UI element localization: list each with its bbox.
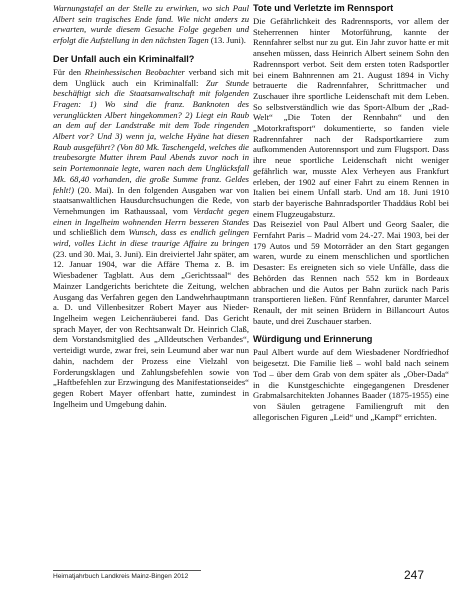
intro-paragraph xyxy=(53,3,249,46)
section-heading-crime: Der Unfall auch ein Kriminalfall? xyxy=(53,53,195,64)
text-run: und schließlich dem xyxy=(53,227,129,238)
quoted-text-run: Verdacht gegen einen in Ingelheim wohnenden Herrn besseren Standes xyxy=(53,205,249,227)
footer-publication: Heimatjahrbuch Landkreis Mainz-Bingen 2012 xyxy=(53,573,189,580)
footer-rule xyxy=(53,570,201,571)
text-run: Für den xyxy=(53,66,85,77)
intro-date: (13. Juni). xyxy=(208,35,246,46)
text-run: verband sich mit dem Unglück auch ein Kriminalfall: xyxy=(53,66,249,88)
deaths-paragraph-1: Die Gefährlichkeit des Radrennsports, vor allem der Steherrennen hinter Motorführung, kannte der Rennfahrer selbst nur zu gut. Ein Jahr zuvor hatte er mit ansehen müssen, dass Heinrich Albert seinem Sohn den Radrennsport verbot. Seit dem ersten toten Radsportler bei einem Bahnrennen am 21. August 1894 in Vichy betrauerte die Radrennfahrer, Schrittmacher und Zuschauer ihre sportliche Leidenschaft mit dem Leben. So selbstverständlich wie das Sport-Album der „Rad-Welt“ „Die Toten der Rennbahn“ und den „Motorkraftsport“ dokumentierte, so fanden viele Radrennfahrer nach der Radsportkarriere zum aufkommenden Autorennsport und zum Flugsport. Dass ihre neue sportliche Leidenschaft nicht weniger gefährlich war, musste Alex Verheyen aus Frankfurt erleben, der 1902 auf einer Fahrt zu einem Rennen in Italien bei einem Unfall starb. Und am 18. Juni 1910 starb der bayerische Bahnradsportler Thaddäus Robl bei einem Flugzeugabsturz. xyxy=(253,16,449,219)
intro-quote: Warnungstafel an der Stelle zu erwirken, wo sich Paul Albert sein tragisches Ende fand. Wie nicht anders zu erwarten, wurde diesem Gesuche Folge gegeben und erfolgt die Aufstellung in den nächsten Tagen xyxy=(53,3,249,46)
section-heading-deaths: Tote und Verletzte im Rennsport xyxy=(253,3,394,13)
crime-paragraph xyxy=(53,67,249,410)
left-column xyxy=(53,3,249,409)
quoted-text-run: Zur Stunde beschäftigt sich die Staatsanwaltschaft mit folgenden Fragen: 1) Wo sind die franz. Banknoten des verunglückten Albert hingekommen? 2) Liegt ein Raub an dem auf der Landstraße mit dem Tode ringenden Albert vor? Und 3) wenn ja, welche Hyäne hat diesen Raub ausgeführt? (Von 80 Mk. Taschengeld, welches die treubesorgte Mutter ihrem Paul Abends zuvor noch in sein Portemonnaie legte, waren nach dem Unglücksfall Mk. 68,40 vorhanden, die große Summe franz. Geldes fehlt!) xyxy=(53,77,249,195)
deaths-paragraph-2: Das Reiseziel von Paul Albert und Georg Saaler, die Fernfahrt Paris – Madrid vom 24.-27. Mai 1903, bei der 179 Autos und 59 Motorräder an den Start gegangen waren, wurde zu einem menschlichen und sportlichen Desaster: Es ereigneten sich so viele Unfälle, dass die Behörden das Rennen nach 552 km in Bordeaux abbrachen und die Autos per Bahn zurück nach Paris transportieren ließen. Fünf Rennfahrer, darunter Marcel Renault, der mit seinen Brüdern in Billancourt Autos baute, und drei Zuschauer starben. xyxy=(253,219,449,326)
quoted-text-run: Wunsch, dass es endlich gelingen wird, volles Licht in diese traurige Affaire zu bringen xyxy=(53,227,249,249)
right-column xyxy=(253,3,449,422)
quoted-text-run: Rheinhessischen Beobachter xyxy=(84,66,185,77)
text-run: (23. und 30. Mai, 3. Juni). Ein dreiviertel Jahr später, am 12. Januar 1904, war die Affäre Thema z. B. im Wiesbadener Tagblatt. Aus dem „Gerichtssaal“ des Mainzer Landgerichts berichtete die Zeitung, welchen Ausgang das Verfahren gegen den Landwehrhauptmann a. D. und Villenbesitzer Robert Mayer aus Nieder-Ingelheim wegen Leichenräuberei fand. Das Gericht sprach Mayer, der von Rechtsanwalt Dr. Heinrich Claß, dem Vorstandsmitglied des „Alldeutschen Verbandes“, verteidigt wurde, zwar frei, sein Leumund aber war nun dahin, nachdem der Prozess eine Vielzahl von Forderungsklagen und Zahlungsbefehlen sowie von „Haftbefehlen zur Erzwingung des Manifestationseides“ gegen Robert Mayer offenbart hatte, zumindest in Ingelheim und Umgebung dahin. xyxy=(53,248,249,409)
section-heading-memorial: Würdigung und Erinnerung xyxy=(253,334,373,345)
page-number: 247 xyxy=(404,568,425,582)
memorial-paragraph: Paul Albert wurde auf dem Wiesbadener Nordfriedhof beigesetzt. Die Familie ließ – wohl bald nach seinem Tod – über dem Grab von dem später als „Ober-Dada“ in die Kunstgeschichte eingegangenen Dresdener Grabmalsarchitekten Johannes Baader (1875-1955) eine von Säulen getragene Familiengruft mit den allegorischen Figuren „Leid“ und „Kampf“ errichten. xyxy=(253,347,449,422)
text-run: (20. Mai). In den folgenden Ausgaben war von staatsanwaltlichen Hausdurchsuchungen die Rede, von Vernehmungen im Rathaussaal, vom xyxy=(53,184,249,216)
